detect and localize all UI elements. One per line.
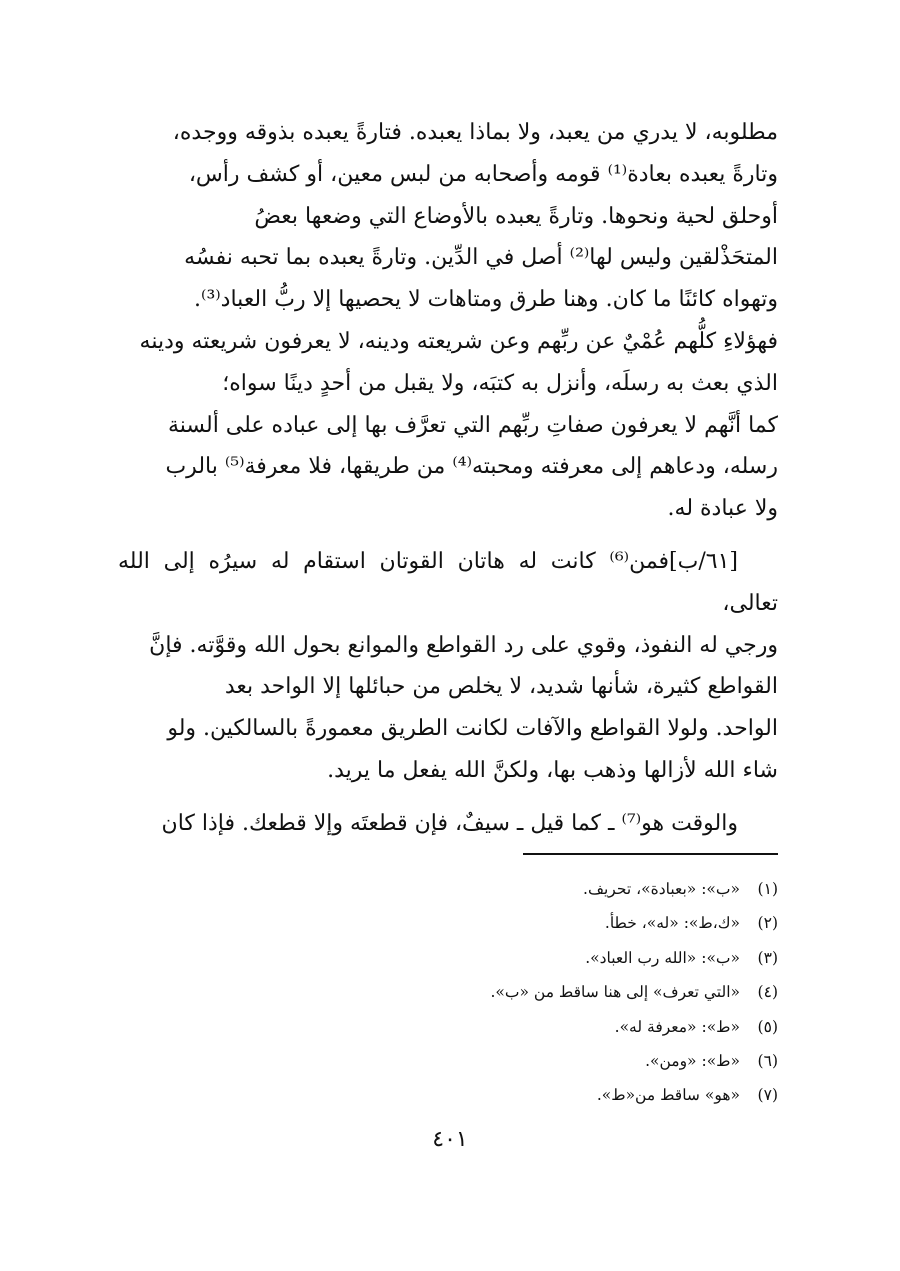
footnote-item xyxy=(218,941,778,975)
footnote-item xyxy=(218,1010,778,1044)
footnote-text: «ط»: «ومن». xyxy=(645,1052,740,1071)
footnote-item xyxy=(218,1044,778,1078)
paragraph-2: [٦١/ب]فمن⁽⁶⁾ كانت له هاتان القوتان استقام له سيرُه إلى الله تعالى، ورجي له النفوذ، وقوي على رد القواطع والموانع بحول الله وقوَّته. فإنَّ القواطع كثيرة، شأنها شديد، لا يخلص من حبائلها إلا الواحد بعد الواحد. ولولا القواطع والآفات لكانت الطريق معمورةً بالسالكين. ولو شاء الله لأزالها وذهب بها، ولكنَّ الله يفعل ما يريد. xyxy=(118,548,778,783)
footnote-item xyxy=(218,906,778,940)
main-text xyxy=(118,112,778,845)
footnote-number: (٧) xyxy=(757,1086,778,1105)
paragraph-3: والوقت هو⁽⁷⁾ ـ كما قيل ـ سيفٌ، فإن قطعتَه وإلا قطعك. فإذا كان xyxy=(161,810,738,836)
footnote-number: (٢) xyxy=(757,914,778,933)
footnote-number: (٥) xyxy=(757,1017,778,1036)
footnote-number: (٣) xyxy=(757,948,778,967)
footnote-text: «ب»: «الله رب العباد». xyxy=(585,948,740,967)
paragraph-1: مطلوبه، لا يدري من يعبد، ولا بماذا يعبده. فتارةً يعبده بذوقه ووجده، وتارةً يعبده بعادة⁽¹⁾ قومه وأصحابه من لبس معين، أو كشف رأس، أوحلق لحية ونحوها. وتارةً يعبده بالأوضاع التي وضعها بعضُ المتحَذْلقين وليس لها⁽²⁾ أصل في الدِّين. وتارةً يعبده بما تحبه نفسُه وتهواه كائنًا ما كان. وهنا طرق ومتاهات لا يحصيها إلا ربُّ العباد⁽³⁾. فهؤلاءِ كلُّهم عُمْيٌ عن ربِّهم وعن شريعته ودينه، لا يعرفون شريعته ودينه الذي بعث به رسلَه، وأنزل به كتبَه، ولا يقبل من أحدٍ دينًا سواه؛ كما أنَّهم لا يعرفون صفاتِ ربِّهم التي تعرَّف بها إلى عباده على ألسنة رسله، ودعاهم إلى معرفته ومحبته⁽⁴⁾ من طريقها، فلا معرفة⁽⁵⁾ بالرب ولا عبادة له. xyxy=(139,120,778,522)
footnote-text: «ك،ط»: «له»، خطأ. xyxy=(604,914,740,933)
footnotes-list xyxy=(218,872,778,1113)
footnote-item xyxy=(218,1078,778,1112)
footnote-text: «التي تعرف» إلى هنا ساقط من «ب». xyxy=(490,983,740,1002)
footnote-number: (٤) xyxy=(757,983,778,1002)
footnote-separator xyxy=(523,853,778,855)
footnote-number: (٦) xyxy=(757,1052,778,1071)
footnote-text: «ب»: «بعبادة»، تحريف. xyxy=(583,880,740,898)
footnote-number: (١) xyxy=(757,880,778,898)
footnote-text: «هو» ساقط من«ط». xyxy=(596,1086,740,1105)
page-number: ٤٠١ xyxy=(432,1127,468,1152)
footnote-item xyxy=(218,872,778,906)
footnote-text: «ط»: «معرفة له». xyxy=(614,1017,740,1036)
footnote-item xyxy=(218,975,778,1009)
